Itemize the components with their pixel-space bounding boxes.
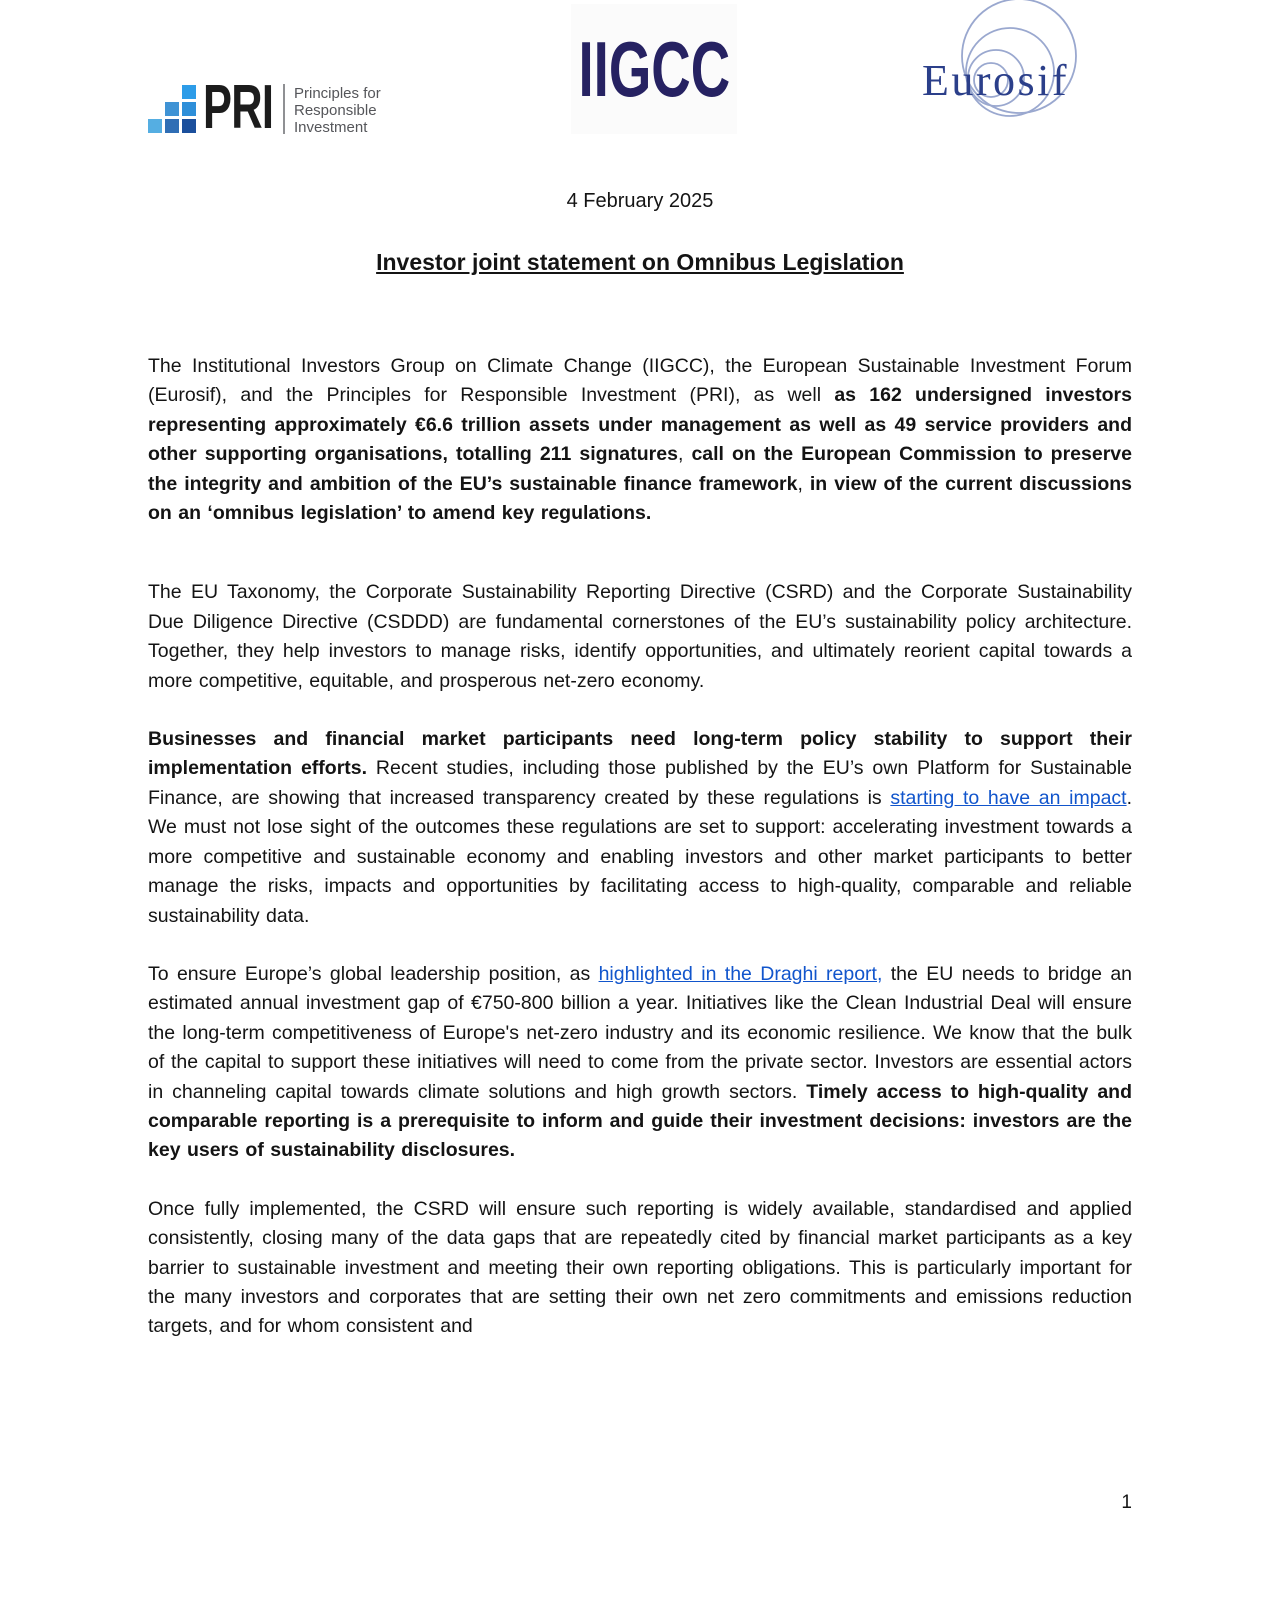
pri-logo-square xyxy=(148,119,162,133)
paragraph xyxy=(148,578,1132,696)
pri-wordmark-box xyxy=(203,73,277,142)
text-run: The EU Taxonomy, the Corporate Sustainability Reporting Directive (CSRD) and the Corporate Sustainability Due Diligence Directive (CSDDD) are fundamental cornerstones of the EU’s sustainability policy architecture. Together, they help investors to manage risks, identify opportunities, and ultimately reorient capital towards a more competitive, equitable, and prosperous net-zero economy. xyxy=(148,581,1132,692)
text-run: , xyxy=(797,472,810,495)
pri-logo-square xyxy=(165,119,179,133)
text-run: the EU needs to bridge an estimated annual investment gap of €750-800 billion a year. Initiatives like the Clean Industrial Deal will ensure the long-term competitiveness of Europe's net-zero industry and its economic resilience. We know that the bulk of the capital to support these initiatives will need to come from the private sector. Investors are essential actors in channeling capital towards climate solutions and high growth sectors. xyxy=(148,962,1133,1103)
iigcc-wordmark: IIGCC xyxy=(578,25,730,113)
paragraph xyxy=(148,960,1132,1166)
pri-logo-squares xyxy=(148,85,196,133)
text-run: Once fully implemented, the CSRD will ensure such reporting is widely available, standardised and applied consistently, closing many of the data gaps that are repeatedly cited by financial market participants as a key barrier to sustainable investment and meeting their own reporting obligations. This is particularly important for the many investors and corporates that are setting their own net zero commitments and emissions reduction targets, and for whom consistent and xyxy=(148,1197,1132,1338)
header-logos xyxy=(148,0,1132,172)
pri-tagline-line-1: Principles for xyxy=(294,85,381,102)
pri-logo-divider xyxy=(283,84,285,134)
pri-logo-square xyxy=(182,119,196,133)
iigcc-logo xyxy=(571,4,737,134)
pri-logo xyxy=(148,73,381,142)
text-run: . We must not lose sight of the outcomes these regulations are set to support: accelerating investment towards a more competitive and sustainable economy and enabling investors and other market participants to better manage the risks, impacts and opportunities by facilitating access to high-quality, comparable and reliable sustainability data. xyxy=(148,786,1132,927)
eurosif-logo xyxy=(916,0,1106,144)
eurosif-wordmark: Eurosif xyxy=(922,56,1070,105)
pri-tagline-line-3: Investment xyxy=(294,119,368,136)
pri-logo-square-empty xyxy=(148,102,162,116)
pri-logo-square-empty xyxy=(165,85,179,99)
paragraph xyxy=(148,725,1132,931)
inline-link[interactable]: highlighted in the Draghi report, xyxy=(598,962,883,985)
pri-wordmark: PRI xyxy=(203,73,274,142)
paragraph xyxy=(148,352,1132,528)
bold-text-run: Timely access to high-quality and comparable reporting is a prerequisite to inform and guide their investment decisions: investors are the key users of sustainability disclosures. xyxy=(148,1080,1132,1162)
text-run: , xyxy=(677,443,692,466)
paragraph xyxy=(148,1195,1132,1342)
pri-logo-square xyxy=(182,102,196,116)
pri-logo-square xyxy=(182,85,196,99)
text-run: Recent studies, including those published by the EU’s own Platform for Sustainable Finance, are showing that increased transparency created by these regulations is xyxy=(148,757,1133,809)
text-run: To ensure Europe’s global leadership position, as xyxy=(148,962,599,985)
pri-logo-square-empty xyxy=(148,85,162,99)
bold-text-run: as 162 undersigned investors representing approximately €6.6 trillion assets under management as well as 49 service providers and other supporting organisations, totalling 211 signatures xyxy=(148,384,1132,466)
pri-logo-tagline xyxy=(294,84,381,136)
page-title: Investor joint statement on Omnibus Legislation xyxy=(376,249,904,275)
eurosif-circles-icon xyxy=(916,0,1106,144)
text-run: The Institutional Investors Group on Climate Change (IIGCC), the European Sustainable Investment Forum (Eurosif), and the Principles for Responsible Investment (PRI), as well xyxy=(148,355,1132,407)
page-number: 1 xyxy=(1121,1492,1132,1513)
bold-text-run: call on the European Commission to preserve the integrity and ambition of the EU’s sustainable finance framework xyxy=(148,443,1132,495)
bold-text-run: in view of the current discussions on an ‘omnibus legislation’ to amend key regulations. xyxy=(148,472,1132,525)
document-date: 4 February 2025 xyxy=(566,190,714,212)
inline-link[interactable]: starting to have an impact xyxy=(890,786,1127,809)
pri-tagline-line-2: Responsible xyxy=(294,102,377,119)
pri-logo-square xyxy=(165,102,179,116)
body-paragraphs xyxy=(148,352,1132,1342)
bold-text-run: Businesses and financial market participants need long-term policy stability to support their implementation efforts. xyxy=(148,728,1132,780)
